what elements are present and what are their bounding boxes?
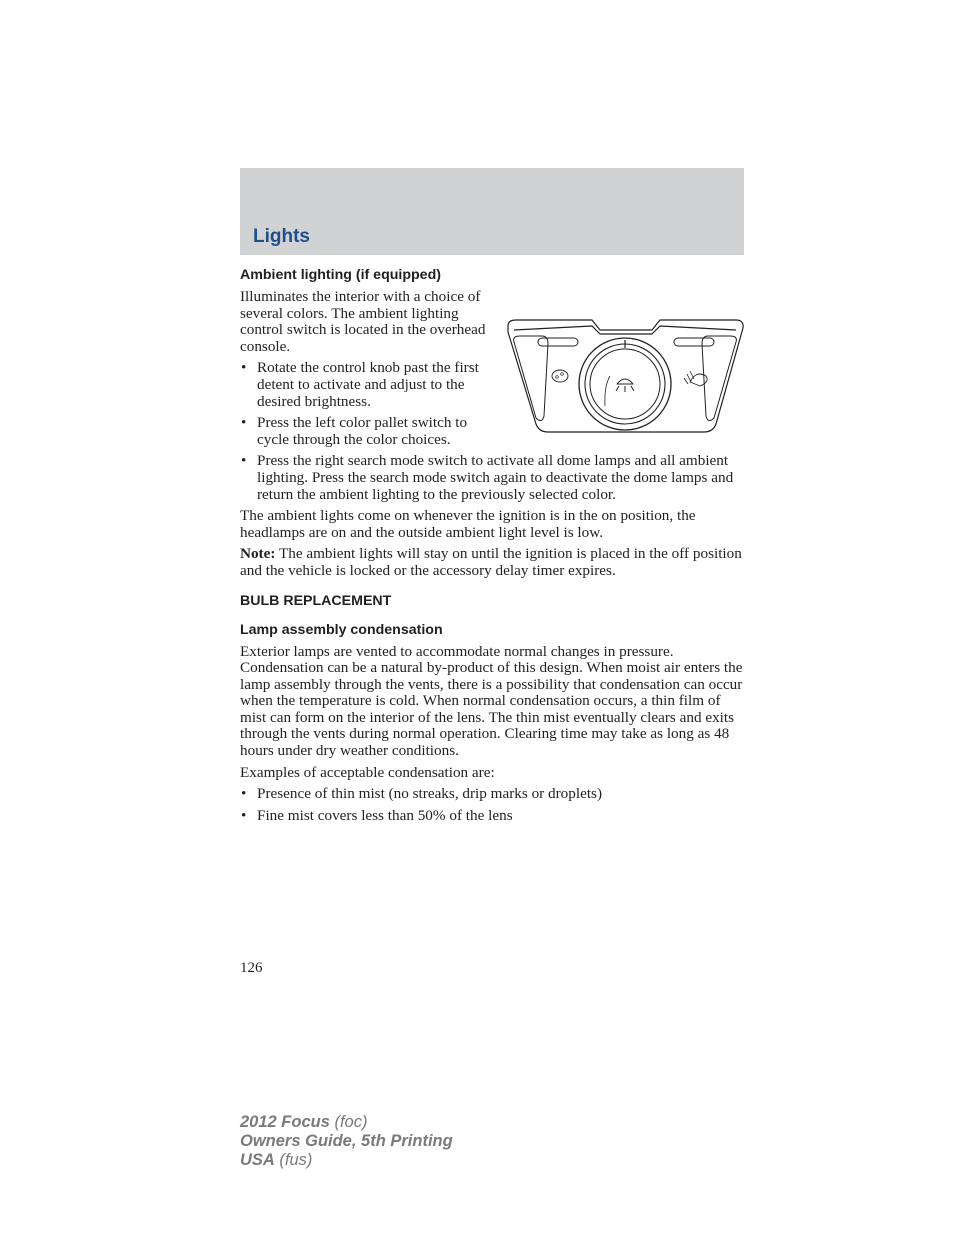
footer-market-code: (fus): [274, 1151, 313, 1169]
list-item: • Press the left color pallet switch to cycle through the color choices.: [240, 415, 490, 448]
footer-model: 2012 Focus: [240, 1113, 330, 1131]
note-label: Note:: [240, 545, 276, 563]
ambient-conditions-paragraph: The ambient lights come on whenever the ignition is in the on position, the headlamps are on and the outside ambient light level is low.: [240, 507, 696, 541]
page-content: [240, 266, 744, 829]
page-number: 126: [240, 960, 263, 976]
list-item: • Presence of thin mist (no streaks, drip marks or droplets): [240, 786, 744, 803]
lamp-condensation-heading: Lamp assembly condensation: [240, 621, 443, 638]
examples-intro: Examples of acceptable condensation are:: [240, 763, 495, 781]
section-header-band: [240, 168, 744, 255]
ambient-intro-paragraph: Illuminates the interior with a choice of several colors. The ambient lighting control switch is located in the overhead console.: [240, 288, 486, 355]
ambient-bullet-list-long: [240, 453, 744, 503]
document-footer: [240, 1113, 453, 1170]
ambient-intro-block: [240, 289, 490, 448]
list-item: • Press the right search mode switch to activate all dome lamps and all ambient lighting. Press the search mode switch again to deactivate the dome lamps and return the ambient lighting to the previously selected color.: [240, 453, 744, 503]
footer-guide: Owners Guide, 5th Printing: [240, 1132, 453, 1150]
condensation-bullet-list: [240, 786, 744, 824]
condensation-paragraph: Exterior lamps are vented to accommodate normal changes in pressure. Condensation can be a natural by-product of this design. When moist air enters the lamp assembly through the vents, there is a possibility that condensation can occur when the temperature is cold. When normal condensation occurs, a thin film of mist can form on the interior of the lens. The thin mist eventually clears and exits through the vents during normal operation. Clearing time may take as long as 48 hours under dry weather conditions.: [240, 642, 743, 760]
list-item: • Fine mist covers less than 50% of the lens: [240, 808, 744, 825]
list-item: • Rotate the control knob past the first detent to activate and adjust to the desired brightness.: [240, 360, 490, 410]
section-title: Lights: [253, 226, 310, 247]
bulb-replacement-heading: BULB REPLACEMENT: [240, 592, 392, 609]
note-text: The ambient lights will stay on until the ignition is placed in the off position and the vehicle is locked or the accessory delay timer expires.: [240, 545, 742, 579]
ambient-lighting-heading: Ambient lighting (if equipped): [240, 267, 441, 283]
ambient-bullet-list-short: [240, 360, 490, 448]
footer-market: USA: [240, 1151, 275, 1169]
footer-model-code: (foc): [329, 1113, 368, 1131]
ambient-note: [240, 546, 744, 579]
